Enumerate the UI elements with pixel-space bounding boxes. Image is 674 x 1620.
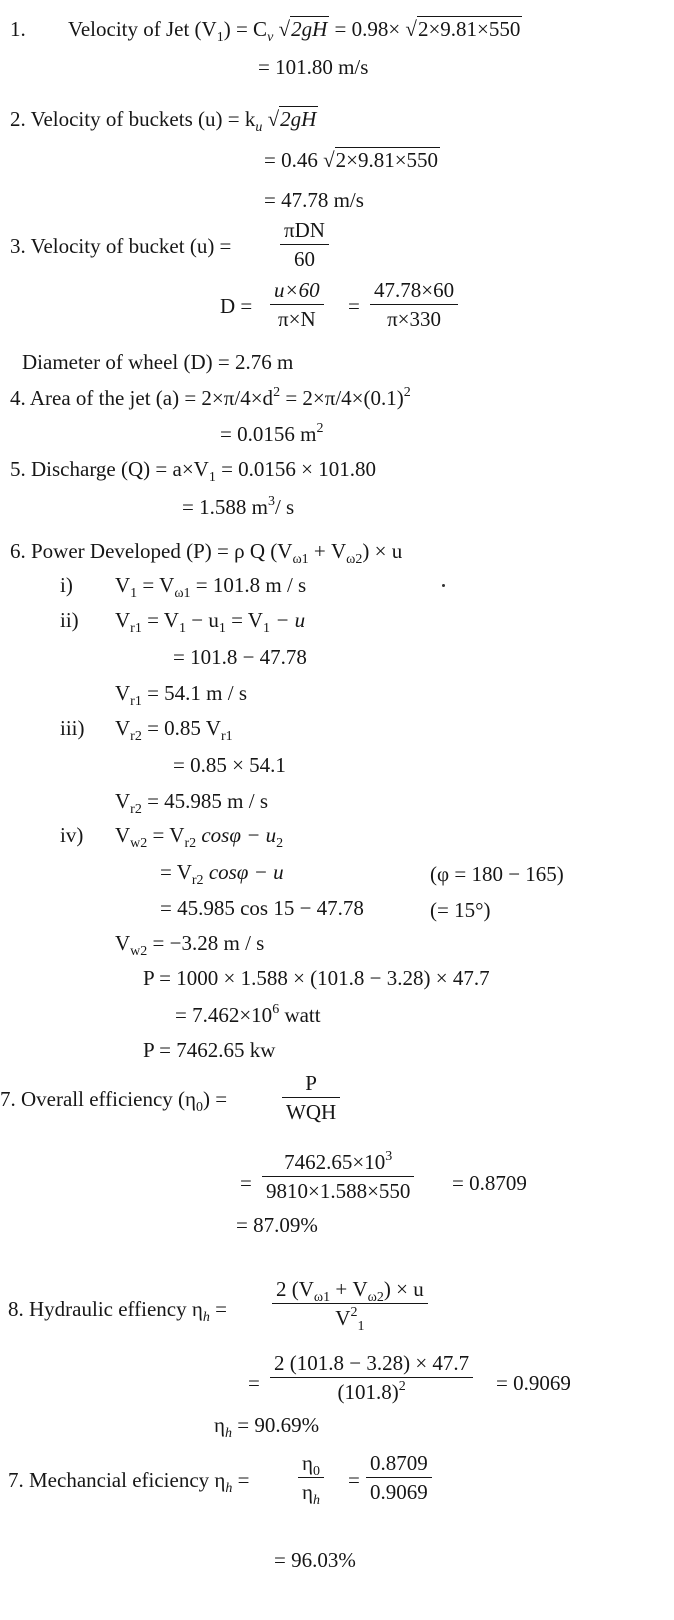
step-2-bucket-velocity: 2. Velocity of buckets $(u) = k_u$ √2gH xyxy=(10,107,317,135)
step-9-fraction-symbolic: $\frac{\eta_0}{\eta_h}$ xyxy=(298,1451,324,1504)
step-6-power-kw: P = 7462.65 kw xyxy=(143,1038,276,1062)
step-1-jet-velocity: Velocity of Jet $(V_1) = C_v$ √2gH = 0.98× √2×9.81×550 xyxy=(68,17,521,45)
step-4-jet-area: 4. Area of the jet $(a) = 2\times\pi/4\times d^2 = 2\times\pi/4\times(0.1)^2$ xyxy=(10,385,411,410)
step-6-iv-line2: = $V_{r2}$ cosφ − u xyxy=(160,860,284,888)
step-6-ii-label: ii) xyxy=(60,608,79,632)
step-3-diameter-result: Diameter of wheel (D) = 2.76 m xyxy=(22,350,294,374)
step-1-label: 1. xyxy=(10,17,26,41)
step-7-equals: = xyxy=(240,1171,252,1195)
step-4-result: = 0.0156 $m^2$ xyxy=(220,421,324,446)
step-6-ii-result: $V_{r1} = 54.1$ m / s xyxy=(115,681,248,709)
step-9-fraction-numeric: $\frac{0.8709}{0.9069}$ xyxy=(366,1451,432,1504)
step-6-iv-phi-note: (φ = 180 − 165) xyxy=(430,862,564,886)
step-8-fraction-numeric: $\frac{2 (101.8 - 3.28) \times 47.7}{(101.8)^2}$ xyxy=(270,1351,473,1404)
step-7-percentage: = 87.09% xyxy=(236,1213,318,1237)
step-7-result: = 0.8709 xyxy=(452,1171,527,1195)
step-7-fraction-numeric: $\frac{7462.65\times 10^3}{9810\times 1.588\times 550}$ xyxy=(262,1150,414,1203)
step-2-substitution: = 0.46 √2×9.81×550 xyxy=(264,148,439,172)
step-7-fraction-symbolic: P WQH xyxy=(282,1071,340,1124)
step-5-discharge: 5. Discharge $(Q) = a\times V_1 = 0.0156 \times 101.80$ xyxy=(10,457,377,485)
step-8-percentage: $\eta_h = 90.69\%$ xyxy=(214,1413,320,1441)
step-8-result: = 0.9069 xyxy=(496,1371,571,1395)
step-3-fraction-symbolic: $\frac{u\times 60}{\pi\times N}$ xyxy=(270,278,324,331)
step-6-iii-label: iii) xyxy=(60,716,85,740)
step-6-power-developed: 6. Power Developed (P) = ρ Q $(V_{\omega 1} + V_{\omega 2}) \times u$ xyxy=(10,539,403,567)
step-6-i-equation: $V_1 = V_{\omega 1} = 101.8$ m / s xyxy=(115,573,307,601)
step-6-iv-degree-note: (= 15°) xyxy=(430,898,491,922)
step-7-overall-efficiency: 7. Overall efficiency $(\eta_0)$ = xyxy=(0,1087,228,1115)
step-3-equals: = xyxy=(348,294,360,318)
step-6-ii-substitution: = 101.8 − 47.78 xyxy=(173,645,307,669)
step-8-fraction-symbolic: $\frac{2 (V_{\omega 1} + V_{\omega 2}) \times u}{V^2_1}$ xyxy=(272,1277,428,1330)
step-6-iv-equation: $V_{w2} = V_{r2}$ $\cos\varphi - u_2$ xyxy=(115,823,284,851)
step-6-i-label: i) xyxy=(60,573,73,597)
step-3-fraction-pidn: πDN 60 xyxy=(280,218,329,271)
step-3-fraction-numeric: $\frac{47.78\times 60}{\pi\times 330}$ xyxy=(370,278,458,331)
step-1-result: = 101.80 m/s xyxy=(258,55,369,79)
step-9-mechanical-efficiency: 7. Mechancial eficiency $\eta_h$ = xyxy=(8,1468,250,1496)
step-9-percentage: = 96.03% xyxy=(274,1548,356,1572)
step-6-iv-result: $V_{w2} = -3.28$ m / s xyxy=(115,931,265,959)
step-3-d-equals: D = xyxy=(220,294,253,318)
step-6-ii-equation: $V_{r1} = V_1 - u_1 = V_1 - u$ xyxy=(115,608,306,636)
step-6-iii-substitution: = 0.85 × 54.1 xyxy=(173,753,286,777)
step-6-iv-label: iv) xyxy=(60,823,84,847)
step-8-equals: = xyxy=(248,1371,260,1395)
step-6-iii-equation: $V_{r2} = 0.85$ $V_{r1}$ xyxy=(115,716,233,744)
scan-speck xyxy=(442,584,445,587)
step-6-iv-substitution: = 45.985 cos 15 − 47.78 xyxy=(160,896,364,920)
step-2-result: = 47.78 m/s xyxy=(264,188,364,212)
step-6-power-watts: = $7.462\times 10^6$ watt xyxy=(175,1002,321,1027)
step-5-result: = 1.588 $m^3/$ s xyxy=(182,494,295,519)
step-6-power-substitution: P = 1000 × 1.588 × (101.8 − 3.28) × 47.7 xyxy=(143,966,490,990)
step-6-iii-result: $V_{r2} = 45.985$ m / s xyxy=(115,789,269,817)
step-8-hydraulic-efficiency: 8. Hydraulic effiency $\eta_h$ = xyxy=(8,1297,227,1325)
step-9-equals: = xyxy=(348,1468,360,1492)
step-3-bucket-velocity: 3. Velocity of bucket (u) = xyxy=(10,234,232,258)
